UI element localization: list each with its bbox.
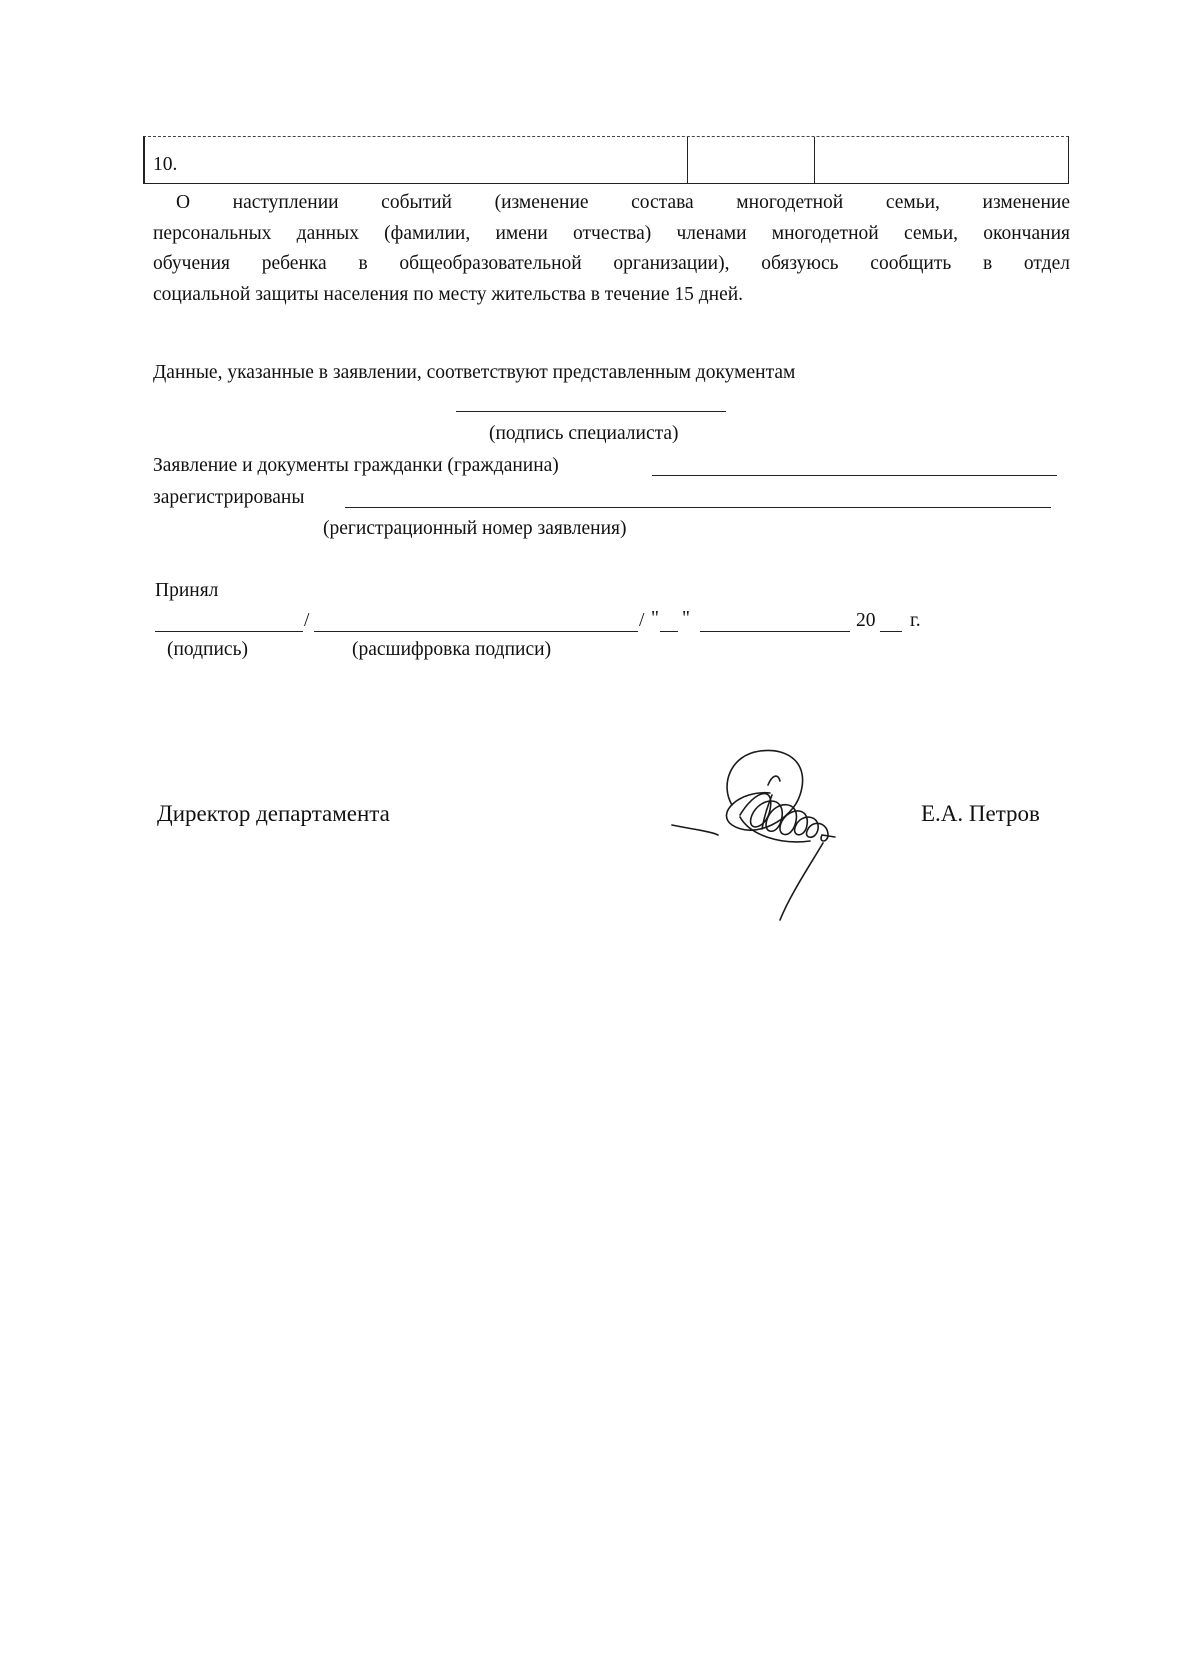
registration-number-line[interactable] [345,507,1051,508]
verification-statement: Данные, указанные в заявлении, соответствуют представленным документам [153,362,796,383]
table-cell-description [145,137,688,183]
table-cell-middle [688,137,815,183]
documents-label: Заявление и документы гражданки (гражданина) [153,455,559,476]
director-position: Директор департамента [157,801,390,826]
open-quote: " [651,608,659,629]
year-prefix: 20 [856,610,876,631]
signature-caption: (подпись) [167,639,248,660]
paragraph-line: обучения ребенка в общеобразовательной организации), обязуюсь сообщить в отдел [153,253,1070,274]
registration-number-caption: (регистрационный номер заявления) [323,518,627,539]
director-name: Е.А. Петров [921,801,1040,826]
registered-label: зарегистрированы [153,487,305,508]
handwritten-signature [660,745,890,925]
close-quote: " [682,608,690,629]
specialist-signature-caption: (подпись специалиста) [489,423,679,444]
applicant-name-line[interactable] [652,475,1057,476]
decoding-caption: (расшифровка подписи) [352,639,552,660]
acceptor-name-line[interactable] [314,631,638,632]
slash: / [639,610,645,631]
specialist-signature-line[interactable] [456,411,726,412]
obligation-paragraph [153,188,1070,310]
paragraph-line: О наступлении событий (изменение состава многодетной семьи, изменение [176,192,1070,213]
paragraph-line: персональных данных (фамилии, имени отчества) членами многодетной семьи, окончания [153,222,1070,244]
month-line[interactable] [700,631,850,632]
accepted-label: Принял [155,580,219,601]
acceptor-signature-line[interactable] [155,631,303,632]
table-row [143,136,1069,184]
year-line[interactable] [880,631,902,632]
slash: / [304,610,310,631]
row-number: 10. [153,154,178,175]
year-suffix: г. [910,610,921,631]
paragraph-line: социальной защиты населения по месту жительства в течение 15 дней. [153,283,744,305]
day-line[interactable] [660,631,678,632]
